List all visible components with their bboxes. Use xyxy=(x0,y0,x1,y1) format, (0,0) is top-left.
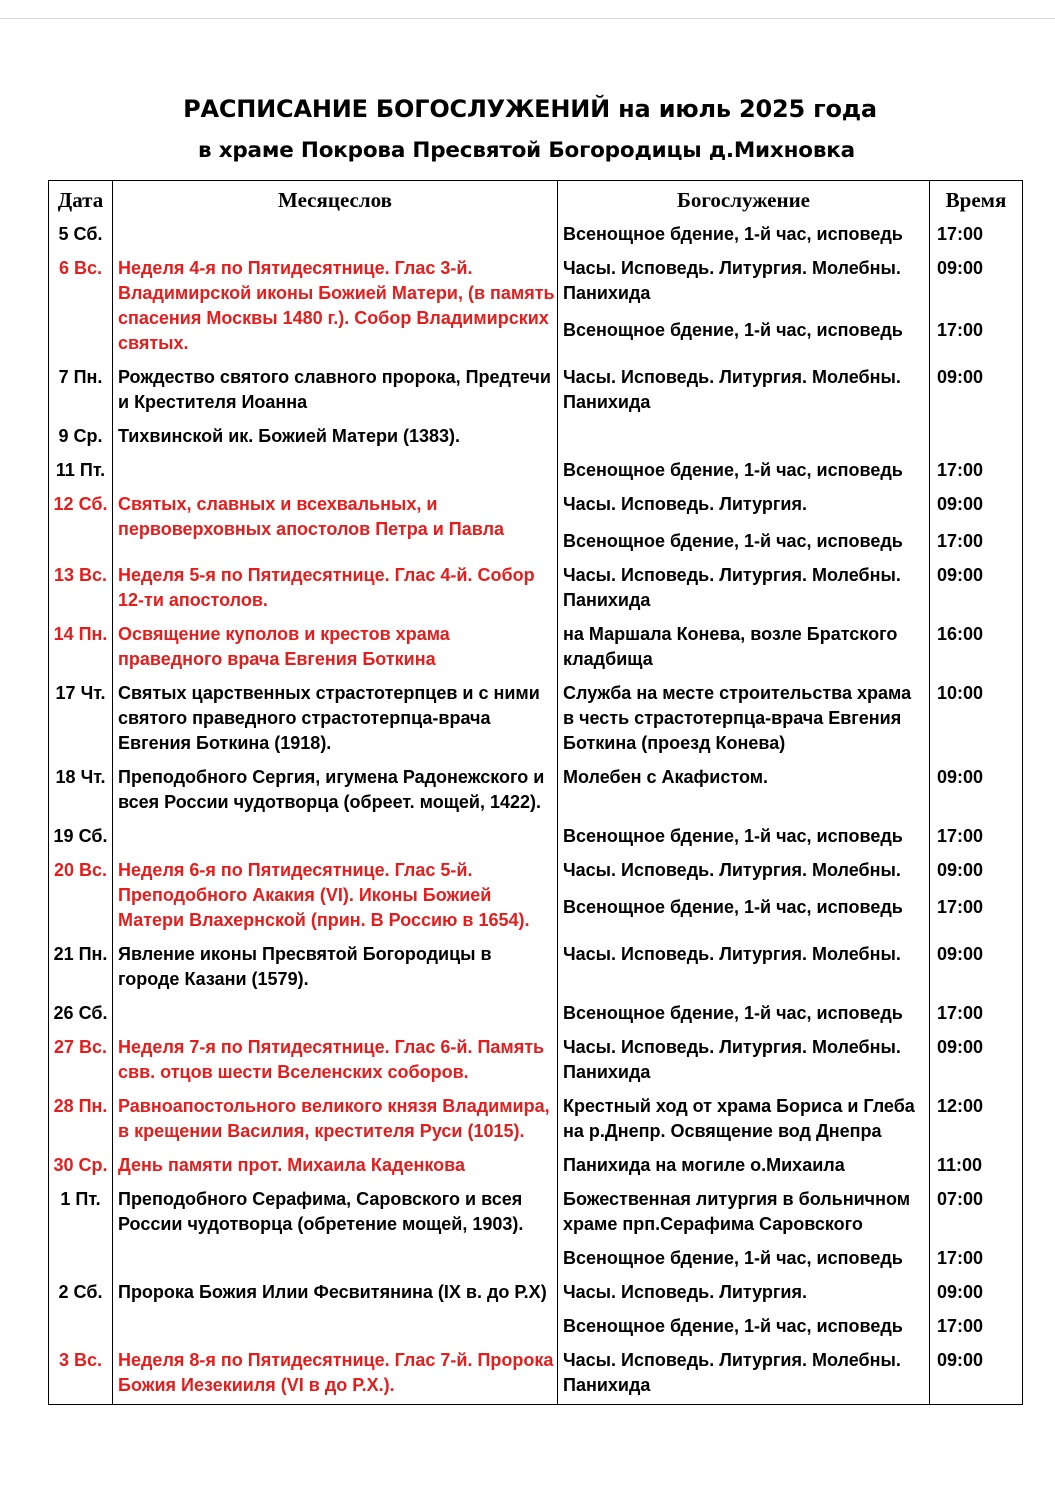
row-date xyxy=(49,1243,113,1277)
page-title: РАСПИСАНИЕ БОГОСЛУЖЕНИЙ на июль 2025 года xyxy=(183,95,877,123)
row-times xyxy=(930,1091,1023,1150)
row-date: 20 Вс. xyxy=(49,855,113,939)
row-services xyxy=(558,1311,930,1345)
service-entry: Служба на месте строительства храма в честь страстотерпца-врача Евгения Боткина (проезд Конева) xyxy=(563,683,912,753)
time-entry: 09:00 xyxy=(937,1037,984,1057)
header-menologion: Месяцеслов xyxy=(113,181,558,220)
header-time: Время xyxy=(930,181,1023,220)
time-entry: 17:00 xyxy=(937,224,984,244)
row-times xyxy=(930,678,1023,762)
service-entry: Всенощное бдение, 1-й час, исповедь xyxy=(563,1316,903,1336)
table-row xyxy=(49,219,1023,253)
row-times xyxy=(930,1311,1023,1345)
row-date: 2 Сб. xyxy=(49,1277,113,1311)
row-menologion xyxy=(113,1243,558,1277)
service-entry: Часы. Исповедь. Литургия. xyxy=(563,1282,807,1302)
row-date: 21 Пн. xyxy=(49,939,113,998)
row-services xyxy=(558,1032,930,1091)
table-row xyxy=(49,1345,1023,1405)
service-entry: Часы. Исповедь. Литургия. Молебны. xyxy=(563,860,901,880)
row-times xyxy=(930,855,1023,939)
row-date: 13 Вс. xyxy=(49,560,113,619)
row-times xyxy=(930,455,1023,489)
table-row xyxy=(49,678,1023,762)
row-services xyxy=(558,821,930,855)
service-entry: Часы. Исповедь. Литургия. Молебны. Панихида xyxy=(563,367,901,412)
row-services xyxy=(558,1277,930,1311)
table-row xyxy=(49,1091,1023,1150)
row-times xyxy=(930,1032,1023,1091)
row-services xyxy=(558,421,930,455)
row-times xyxy=(930,821,1023,855)
row-times xyxy=(930,489,1023,560)
row-times xyxy=(930,998,1023,1032)
service-entry: Всенощное бдение, 1-й час, исповедь xyxy=(563,320,903,340)
header-date: Дата xyxy=(49,181,113,220)
time-entry: 09:00 xyxy=(937,860,984,880)
row-date: 12 Сб. xyxy=(49,489,113,560)
row-services xyxy=(558,762,930,821)
service-entry: Молебен с Акафистом. xyxy=(563,767,769,787)
service-entry: Всенощное бдение, 1-й час, исповедь xyxy=(563,1003,903,1023)
row-date: 7 Пн. xyxy=(49,362,113,421)
service-entry: Часы. Исповедь. Литургия. Молебны. xyxy=(563,944,901,964)
row-services xyxy=(558,1184,930,1243)
row-date: 5 Сб. xyxy=(49,219,113,253)
row-date: 27 Вс. xyxy=(49,1032,113,1091)
time-entry: 07:00 xyxy=(937,1189,984,1209)
service-entry: Часы. Исповедь. Литургия. Молебны. Панихида xyxy=(563,565,901,610)
table-row xyxy=(49,821,1023,855)
row-menologion: Неделя 7-я по Пятидесятнице. Глас 6-й. Память свв. отцов шести Вселенских соборов. xyxy=(113,1032,558,1091)
time-entry: 11:00 xyxy=(937,1155,983,1175)
row-services xyxy=(558,619,930,678)
table-row xyxy=(49,939,1023,998)
row-menologion: День памяти прот. Михаила Каденкова xyxy=(113,1150,558,1184)
row-times xyxy=(930,219,1023,253)
row-date: 19 Сб. xyxy=(49,821,113,855)
row-date: 11 Пт. xyxy=(49,455,113,489)
row-times xyxy=(930,762,1023,821)
time-entry: 17:00 xyxy=(937,897,984,917)
table-row xyxy=(49,762,1023,821)
row-services xyxy=(558,939,930,998)
time-entry: 12:00 xyxy=(937,1096,984,1116)
row-menologion xyxy=(113,998,558,1032)
row-services xyxy=(558,1150,930,1184)
time-entry: 17:00 xyxy=(937,1316,984,1336)
service-entry: Часы. Исповедь. Литургия. Молебны. Панихида xyxy=(563,258,901,303)
time-entry: 09:00 xyxy=(937,565,984,585)
row-services xyxy=(558,219,930,253)
row-menologion: Святых царственных страстотерпцев и с ними святого праведного страстотерпца-врача Евгения Боткина (1918). xyxy=(113,678,558,762)
row-menologion: Явление иконы Пресвятой Богородицы в городе Казани (1579). xyxy=(113,939,558,998)
table-row xyxy=(49,489,1023,560)
schedule-table xyxy=(48,180,1023,1405)
time-entry: 09:00 xyxy=(937,367,984,387)
service-entry: Крестный ход от храма Бориса и Глеба на р.Днепр. Освящение вод Днепра xyxy=(563,1096,915,1141)
table-row xyxy=(49,455,1023,489)
row-services xyxy=(558,855,930,939)
service-entry: Всенощное бдение, 1-й час, исповедь xyxy=(563,531,903,551)
service-entry: Часы. Исповедь. Литургия. xyxy=(563,494,807,514)
service-entry: Часы. Исповедь. Литургия. Молебны. Панихида xyxy=(563,1037,901,1082)
time-entry: 09:00 xyxy=(937,767,984,787)
service-entry: Панихида на могиле о.Михаила xyxy=(563,1155,845,1175)
service-entry: на Маршала Конева, возле Братского кладбища xyxy=(563,624,898,669)
row-date: 26 Сб. xyxy=(49,998,113,1032)
row-services xyxy=(558,678,930,762)
row-times xyxy=(930,421,1023,455)
table-header-row xyxy=(49,181,1023,220)
row-times xyxy=(930,619,1023,678)
row-times xyxy=(930,1243,1023,1277)
row-menologion: Неделя 4-я по Пятидесятнице. Глас 3-й. Владимирской иконы Божией Матери, (в память спасения Москвы 1480 г.). Собор Владимирских святых. xyxy=(113,253,558,362)
row-menologion: Равноапостольного великого князя Владимира, в крещении Василия, крестителя Руси (1015). xyxy=(113,1091,558,1150)
row-services xyxy=(558,455,930,489)
time-entry: 17:00 xyxy=(937,460,984,480)
row-services xyxy=(558,253,930,362)
row-services xyxy=(558,998,930,1032)
table-row xyxy=(49,998,1023,1032)
row-menologion: Неделя 8-я по Пятидесятнице. Глас 7-й. Пророка Божия Иезекииля (VI в до Р.Х.). xyxy=(113,1345,558,1405)
time-entry: 17:00 xyxy=(937,320,984,340)
row-services xyxy=(558,1345,930,1405)
row-menologion: Рождество святого славного пророка, Предтечи и Крестителя Иоанна xyxy=(113,362,558,421)
row-date: 28 Пн. xyxy=(49,1091,113,1150)
row-times xyxy=(930,939,1023,998)
table-row xyxy=(49,1150,1023,1184)
row-date: 17 Чт. xyxy=(49,678,113,762)
service-entry: Божественная литургия в больничном храме прп.Серафима Саровского xyxy=(563,1189,911,1234)
row-menologion: Освящение куполов и крестов храма праведного врача Евгения Боткина xyxy=(113,619,558,678)
table-row xyxy=(49,560,1023,619)
time-entry: 09:00 xyxy=(937,1350,984,1370)
service-entry: Всенощное бдение, 1-й час, исповедь xyxy=(563,224,903,244)
time-entry: 17:00 xyxy=(937,1003,984,1023)
table-row xyxy=(49,1243,1023,1277)
header-service: Богослужение xyxy=(558,181,930,220)
row-services xyxy=(558,560,930,619)
page-subtitle: в храме Покрова Пресвятой Богородицы д.Михновка xyxy=(198,138,855,163)
row-menologion: Неделя 5-я по Пятидесятнице. Глас 4-й. Собор 12-ти апостолов. xyxy=(113,560,558,619)
row-date: 6 Вс. xyxy=(49,253,113,362)
row-date: 30 Ср. xyxy=(49,1150,113,1184)
table-row xyxy=(49,421,1023,455)
row-times xyxy=(930,1345,1023,1405)
row-times xyxy=(930,253,1023,362)
row-menologion: Святых, славных и всехвальных, и первоверховных апостолов Петра и Павла xyxy=(113,489,558,560)
table-row xyxy=(49,619,1023,678)
table-row xyxy=(49,1311,1023,1345)
time-entry: 17:00 xyxy=(937,826,984,846)
row-menologion xyxy=(113,1311,558,1345)
row-date: 9 Ср. xyxy=(49,421,113,455)
row-menologion xyxy=(113,219,558,253)
time-entry: 09:00 xyxy=(937,494,984,514)
table-row xyxy=(49,253,1023,362)
row-date xyxy=(49,1311,113,1345)
row-services xyxy=(558,489,930,560)
service-entry: Всенощное бдение, 1-й час, исповедь xyxy=(563,897,903,917)
row-services xyxy=(558,1091,930,1150)
schedule-body xyxy=(49,219,1023,1405)
row-times xyxy=(930,1277,1023,1311)
service-entry: Часы. Исповедь. Литургия. Молебны. Панихида xyxy=(563,1350,901,1395)
row-times xyxy=(930,1184,1023,1243)
row-services xyxy=(558,362,930,421)
row-times xyxy=(930,1150,1023,1184)
service-entry: Всенощное бдение, 1-й час, исповедь xyxy=(563,1248,903,1268)
table-row xyxy=(49,1032,1023,1091)
time-entry: 09:00 xyxy=(937,258,984,278)
row-menologion: Тихвинской ик. Божией Матери (1383). xyxy=(113,421,558,455)
row-menologion xyxy=(113,821,558,855)
row-menologion: Преподобного Сергия, игумена Радонежского и всея России чудотворца (обреет. мощей, 1422). xyxy=(113,762,558,821)
service-entry: Всенощное бдение, 1-й час, исповедь xyxy=(563,826,903,846)
table-row xyxy=(49,362,1023,421)
time-entry: 17:00 xyxy=(937,1248,984,1268)
row-date: 1 Пт. xyxy=(49,1184,113,1243)
table-row xyxy=(49,855,1023,939)
time-entry: 10:00 xyxy=(937,683,984,703)
row-menologion: Неделя 6-я по Пятидесятнице. Глас 5-й. Преподобного Акакия (VI). Иконы Божией Матери Влахернской (прин. В Россию в 1654). xyxy=(113,855,558,939)
time-entry: 09:00 xyxy=(937,1282,984,1302)
time-entry: 09:00 xyxy=(937,944,984,964)
row-date: 3 Вс. xyxy=(49,1345,113,1405)
time-entry: 16:00 xyxy=(937,624,984,644)
row-menologion: Пророка Божия Илии Фесвитянина (IX в. до Р.Х) xyxy=(113,1277,558,1311)
service-entry: Всенощное бдение, 1-й час, исповедь xyxy=(563,460,903,480)
table-row xyxy=(49,1184,1023,1243)
row-date: 14 Пн. xyxy=(49,619,113,678)
top-edge xyxy=(0,0,1055,19)
row-times xyxy=(930,560,1023,619)
row-menologion: Преподобного Серафима, Саровского и всея России чудотворца (обретение мощей, 1903). xyxy=(113,1184,558,1243)
row-times xyxy=(930,362,1023,421)
row-services xyxy=(558,1243,930,1277)
time-entry: 17:00 xyxy=(937,531,984,551)
row-date: 18 Чт. xyxy=(49,762,113,821)
row-menologion xyxy=(113,455,558,489)
table-row xyxy=(49,1277,1023,1311)
